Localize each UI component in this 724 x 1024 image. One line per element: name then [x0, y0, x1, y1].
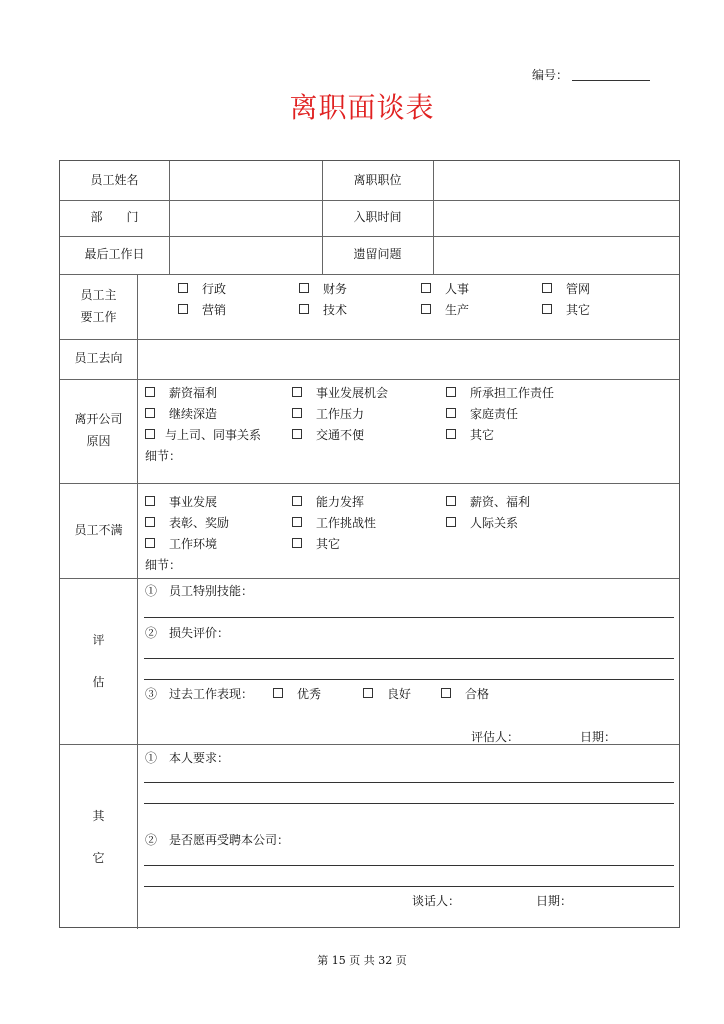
checkbox-icon[interactable]: [441, 688, 451, 698]
row-divider: [60, 339, 679, 340]
checkbox-icon[interactable]: [299, 283, 309, 293]
position-label: 离职职位: [353, 172, 402, 187]
main-work-option[interactable]: 管网: [542, 280, 590, 297]
dissatisfaction-option[interactable]: 事业发展: [145, 493, 217, 510]
main-work-label-line1: 员工主: [80, 287, 117, 302]
dissatisfaction-detail-label: 细节：: [145, 558, 182, 572]
reason-option[interactable]: 所承担工作责任: [446, 384, 554, 401]
serial-number: [532, 66, 650, 83]
main-work-option[interactable]: 技术: [299, 301, 347, 318]
rating-option[interactable]: 良好: [363, 685, 411, 702]
dissatisfaction-option[interactable]: 表彰、奖励: [145, 514, 229, 531]
other-label-line2: 它: [92, 850, 105, 865]
rehire-willingness-line[interactable]: [144, 886, 674, 887]
checkbox-icon[interactable]: [145, 538, 155, 548]
main-work-option[interactable]: 营销: [178, 301, 226, 318]
page-footer: 第 15 页 共 32 页: [317, 954, 407, 967]
checkbox-icon[interactable]: [273, 688, 283, 698]
checkbox-icon[interactable]: [145, 387, 155, 397]
leave-reason-label: [60, 379, 137, 483]
rehire-willingness-line[interactable]: [144, 865, 674, 866]
row-divider: [60, 483, 679, 484]
row-divider: [60, 274, 679, 275]
checkbox-icon[interactable]: [292, 387, 302, 397]
col-divider: [137, 274, 138, 929]
dissatisfaction-option[interactable]: 工作挑战性: [292, 514, 376, 531]
row-divider: [60, 578, 679, 579]
pending-issues-label: 遗留问题: [353, 247, 402, 262]
serial-label: 编号：: [532, 68, 569, 82]
page-title: 离职面谈表: [289, 91, 435, 124]
checkbox-icon[interactable]: [292, 538, 302, 548]
checkbox-icon[interactable]: [363, 688, 373, 698]
other-label: [60, 744, 137, 929]
main-work-option[interactable]: 其它: [542, 301, 590, 318]
leave-reason-label-line1: 离开公司: [74, 412, 123, 427]
evaluation-label-line1: 评: [92, 633, 105, 647]
interview-date-label: 日期：: [536, 894, 573, 908]
loss-evaluation-label: ② 损失评价：: [145, 626, 230, 640]
loss-evaluation-line[interactable]: [144, 679, 674, 680]
reason-option[interactable]: 事业发展机会: [292, 384, 388, 401]
dissatisfaction-option[interactable]: 薪资、福利: [446, 493, 530, 510]
hire-date-label: 入职时间: [353, 210, 402, 225]
checkbox-icon[interactable]: [145, 408, 155, 418]
rating-option[interactable]: 合格: [441, 685, 489, 702]
checkbox-icon[interactable]: [446, 517, 456, 527]
reason-detail-label: 细节：: [145, 449, 182, 463]
evaluator-label: 评估人：: [471, 730, 520, 744]
col-divider: [169, 161, 170, 274]
reason-option[interactable]: 薪资福利: [145, 384, 217, 401]
dissatisfaction-option[interactable]: 其它: [292, 535, 340, 552]
reason-option[interactable]: 工作压力: [292, 405, 364, 422]
dissatisfaction-option[interactable]: 工作环境: [145, 535, 217, 552]
checkbox-icon[interactable]: [542, 283, 552, 293]
checkbox-icon[interactable]: [446, 429, 456, 439]
checkbox-icon[interactable]: [145, 429, 155, 439]
past-performance-label: ③ 过去工作表现：: [145, 687, 254, 701]
destination-label: 员工去向: [74, 351, 123, 366]
checkbox-icon[interactable]: [292, 517, 302, 527]
rehire-willingness-label: ② 是否愿再受聘本公司：: [145, 833, 290, 847]
checkbox-icon[interactable]: [421, 304, 431, 314]
checkbox-icon[interactable]: [446, 387, 456, 397]
checkbox-icon[interactable]: [145, 496, 155, 506]
main-work-option[interactable]: 生产: [421, 301, 469, 318]
dissatisfaction-option[interactable]: 能力发挥: [292, 493, 364, 510]
reason-option[interactable]: 交通不便: [292, 426, 364, 443]
checkbox-icon[interactable]: [292, 496, 302, 506]
checkbox-icon[interactable]: [421, 283, 431, 293]
checkbox-icon[interactable]: [292, 408, 302, 418]
evaluation-label-line2: 估: [92, 675, 105, 689]
checkbox-icon[interactable]: [446, 408, 456, 418]
special-skills-label: ① 员工特别技能：: [145, 584, 254, 598]
dissatisfaction-label: 员工不满: [74, 522, 123, 537]
main-work-option[interactable]: 财务: [299, 280, 347, 297]
personal-request-line[interactable]: [144, 803, 674, 804]
special-skills-line[interactable]: [144, 617, 674, 618]
checkbox-icon[interactable]: [292, 429, 302, 439]
reason-option[interactable]: 家庭责任: [446, 405, 518, 422]
department-label: 部 门: [90, 210, 139, 225]
serial-input-line[interactable]: [572, 68, 650, 81]
main-work-option[interactable]: 行政: [178, 280, 226, 297]
interview-form: [59, 160, 680, 928]
main-work-label: [60, 274, 137, 339]
employee-name-label: 员工姓名: [90, 172, 139, 187]
main-work-option[interactable]: 人事: [421, 280, 469, 297]
leave-reason-label-line2: 原因: [86, 434, 111, 448]
checkbox-icon[interactable]: [299, 304, 309, 314]
checkbox-icon[interactable]: [145, 517, 155, 527]
evaluation-date-label: 日期：: [580, 730, 617, 744]
checkbox-icon[interactable]: [178, 304, 188, 314]
last-day-label: 最后工作日: [84, 247, 145, 262]
row-divider: [60, 379, 679, 380]
rating-option[interactable]: 优秀: [273, 685, 321, 702]
reason-option[interactable]: 继续深造: [145, 405, 217, 422]
reason-option[interactable]: 与上司、同事关系: [145, 426, 261, 443]
interviewer-label: 谈话人：: [412, 894, 461, 908]
personal-request-line[interactable]: [144, 782, 674, 783]
loss-evaluation-line[interactable]: [144, 658, 674, 659]
checkbox-icon[interactable]: [446, 496, 456, 506]
main-work-label-line2: 要工作: [80, 309, 117, 324]
checkbox-icon[interactable]: [542, 304, 552, 314]
personal-request-label: ① 本人要求：: [145, 751, 230, 765]
col-divider: [433, 161, 434, 274]
reason-option[interactable]: 其它: [446, 426, 494, 443]
evaluation-label: [60, 578, 137, 744]
dissatisfaction-option[interactable]: 人际关系: [446, 514, 518, 531]
other-label-line1: 其: [92, 808, 105, 823]
checkbox-icon[interactable]: [178, 283, 188, 293]
